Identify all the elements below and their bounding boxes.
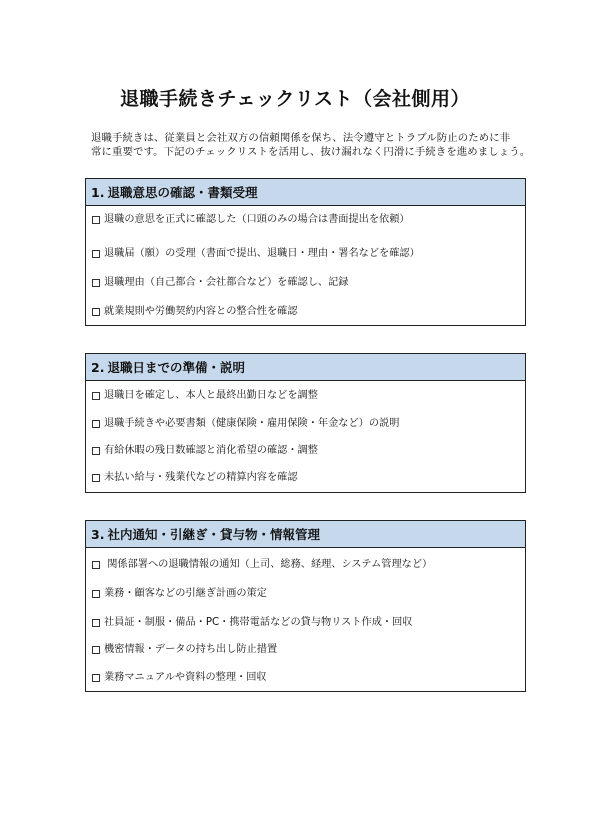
section-heading: 退職意思の確認・書類受理	[107, 185, 258, 200]
checklist-item[interactable]	[92, 587, 267, 601]
section-header	[86, 521, 525, 548]
checkbox-icon[interactable]	[92, 674, 100, 682]
checkbox-icon[interactable]	[92, 646, 100, 654]
checkbox-icon[interactable]	[92, 447, 100, 455]
checklist-item[interactable]	[92, 247, 420, 261]
checklist-item-label: 就業規則や労働契約内容との整合性を確認	[104, 306, 298, 317]
checklist-item[interactable]	[92, 671, 267, 685]
section-3	[85, 520, 526, 692]
checklist-item[interactable]	[92, 444, 318, 458]
intro-text	[91, 131, 531, 159]
intro-line: 常に重要です。下記のチェックリストを活用し、抜け漏れなく円滑に手続きを進めましょう。	[91, 146, 531, 158]
section-header	[86, 179, 525, 206]
checkbox-icon[interactable]	[92, 392, 100, 400]
checklist-item-label: 関係部署への退職情報の通知（上司、総務、経理、システム管理など）	[104, 559, 433, 570]
checkbox-icon[interactable]	[92, 420, 100, 428]
checkbox-icon[interactable]	[92, 250, 100, 258]
section-1	[85, 178, 526, 326]
checkbox-icon[interactable]	[92, 308, 100, 316]
checklist-item[interactable]	[92, 558, 432, 572]
checklist-item-label: 退職届（願）の受理（書面で提出、退職日・理由・署名などを確認）	[104, 248, 420, 259]
checklist-item-label: 退職手続きや必要書類（健康保険・雇用保険・年金など）の説明	[104, 418, 400, 429]
page-title: 退職手続きチェックリスト（会社側用）	[119, 88, 471, 110]
checklist-item-label: 退職日を確定し、本人と最終出勤日などを調整	[104, 390, 318, 401]
checklist-item-label: 退職理由（自己都合・会社都合など）を確認し、記録	[104, 277, 349, 288]
checklist-item[interactable]	[92, 471, 298, 485]
checkbox-icon[interactable]	[92, 474, 100, 482]
checklist-item-label: 未払い給与・残業代などの精算内容を確認	[104, 472, 298, 483]
checklist-item[interactable]	[92, 276, 349, 290]
checklist-item[interactable]	[92, 305, 298, 319]
checklist-item-label: 退職の意思を正式に確認した（口頭のみの場合は書面提出を依頼）	[104, 214, 410, 225]
section-number: 1.	[91, 184, 105, 200]
checklist-item-label: 機密情報・データの持ち出し防止措置	[104, 644, 278, 655]
checklist-item[interactable]	[92, 389, 318, 403]
checkbox-icon[interactable]	[92, 216, 100, 224]
checklist-item-label: 有給休暇の残日数確認と消化希望の確認・調整	[104, 445, 318, 456]
checklist-item[interactable]	[92, 643, 277, 657]
checklist-item-label: 業務・顧客などの引継ぎ計画の策定	[104, 588, 267, 599]
section-number: 2.	[91, 359, 105, 375]
section-number: 3.	[91, 526, 105, 542]
checkbox-icon[interactable]	[92, 561, 100, 569]
checkbox-icon[interactable]	[92, 619, 100, 627]
checkbox-icon[interactable]	[92, 279, 100, 287]
checklist-item[interactable]	[92, 616, 413, 630]
section-heading: 退職日までの準備・説明	[107, 360, 245, 375]
checkbox-icon[interactable]	[92, 590, 100, 598]
section-heading: 社内通知・引継ぎ・貸与物・情報管理	[107, 527, 320, 542]
checklist-item[interactable]	[92, 417, 399, 431]
checklist-item-label: 業務マニュアルや資料の整理・回収	[104, 672, 267, 683]
checklist-item-label: 社員証・制服・備品・PC・携帯電話などの貸与物リスト作成・回収	[104, 617, 413, 628]
section-header	[86, 354, 525, 381]
checklist-item[interactable]	[92, 213, 410, 227]
section-2	[85, 353, 526, 493]
intro-line: 退職手続きは、従業員と会社双方の信頼関係を保ち、法令遵守とトラブル防止のために非	[91, 132, 511, 144]
